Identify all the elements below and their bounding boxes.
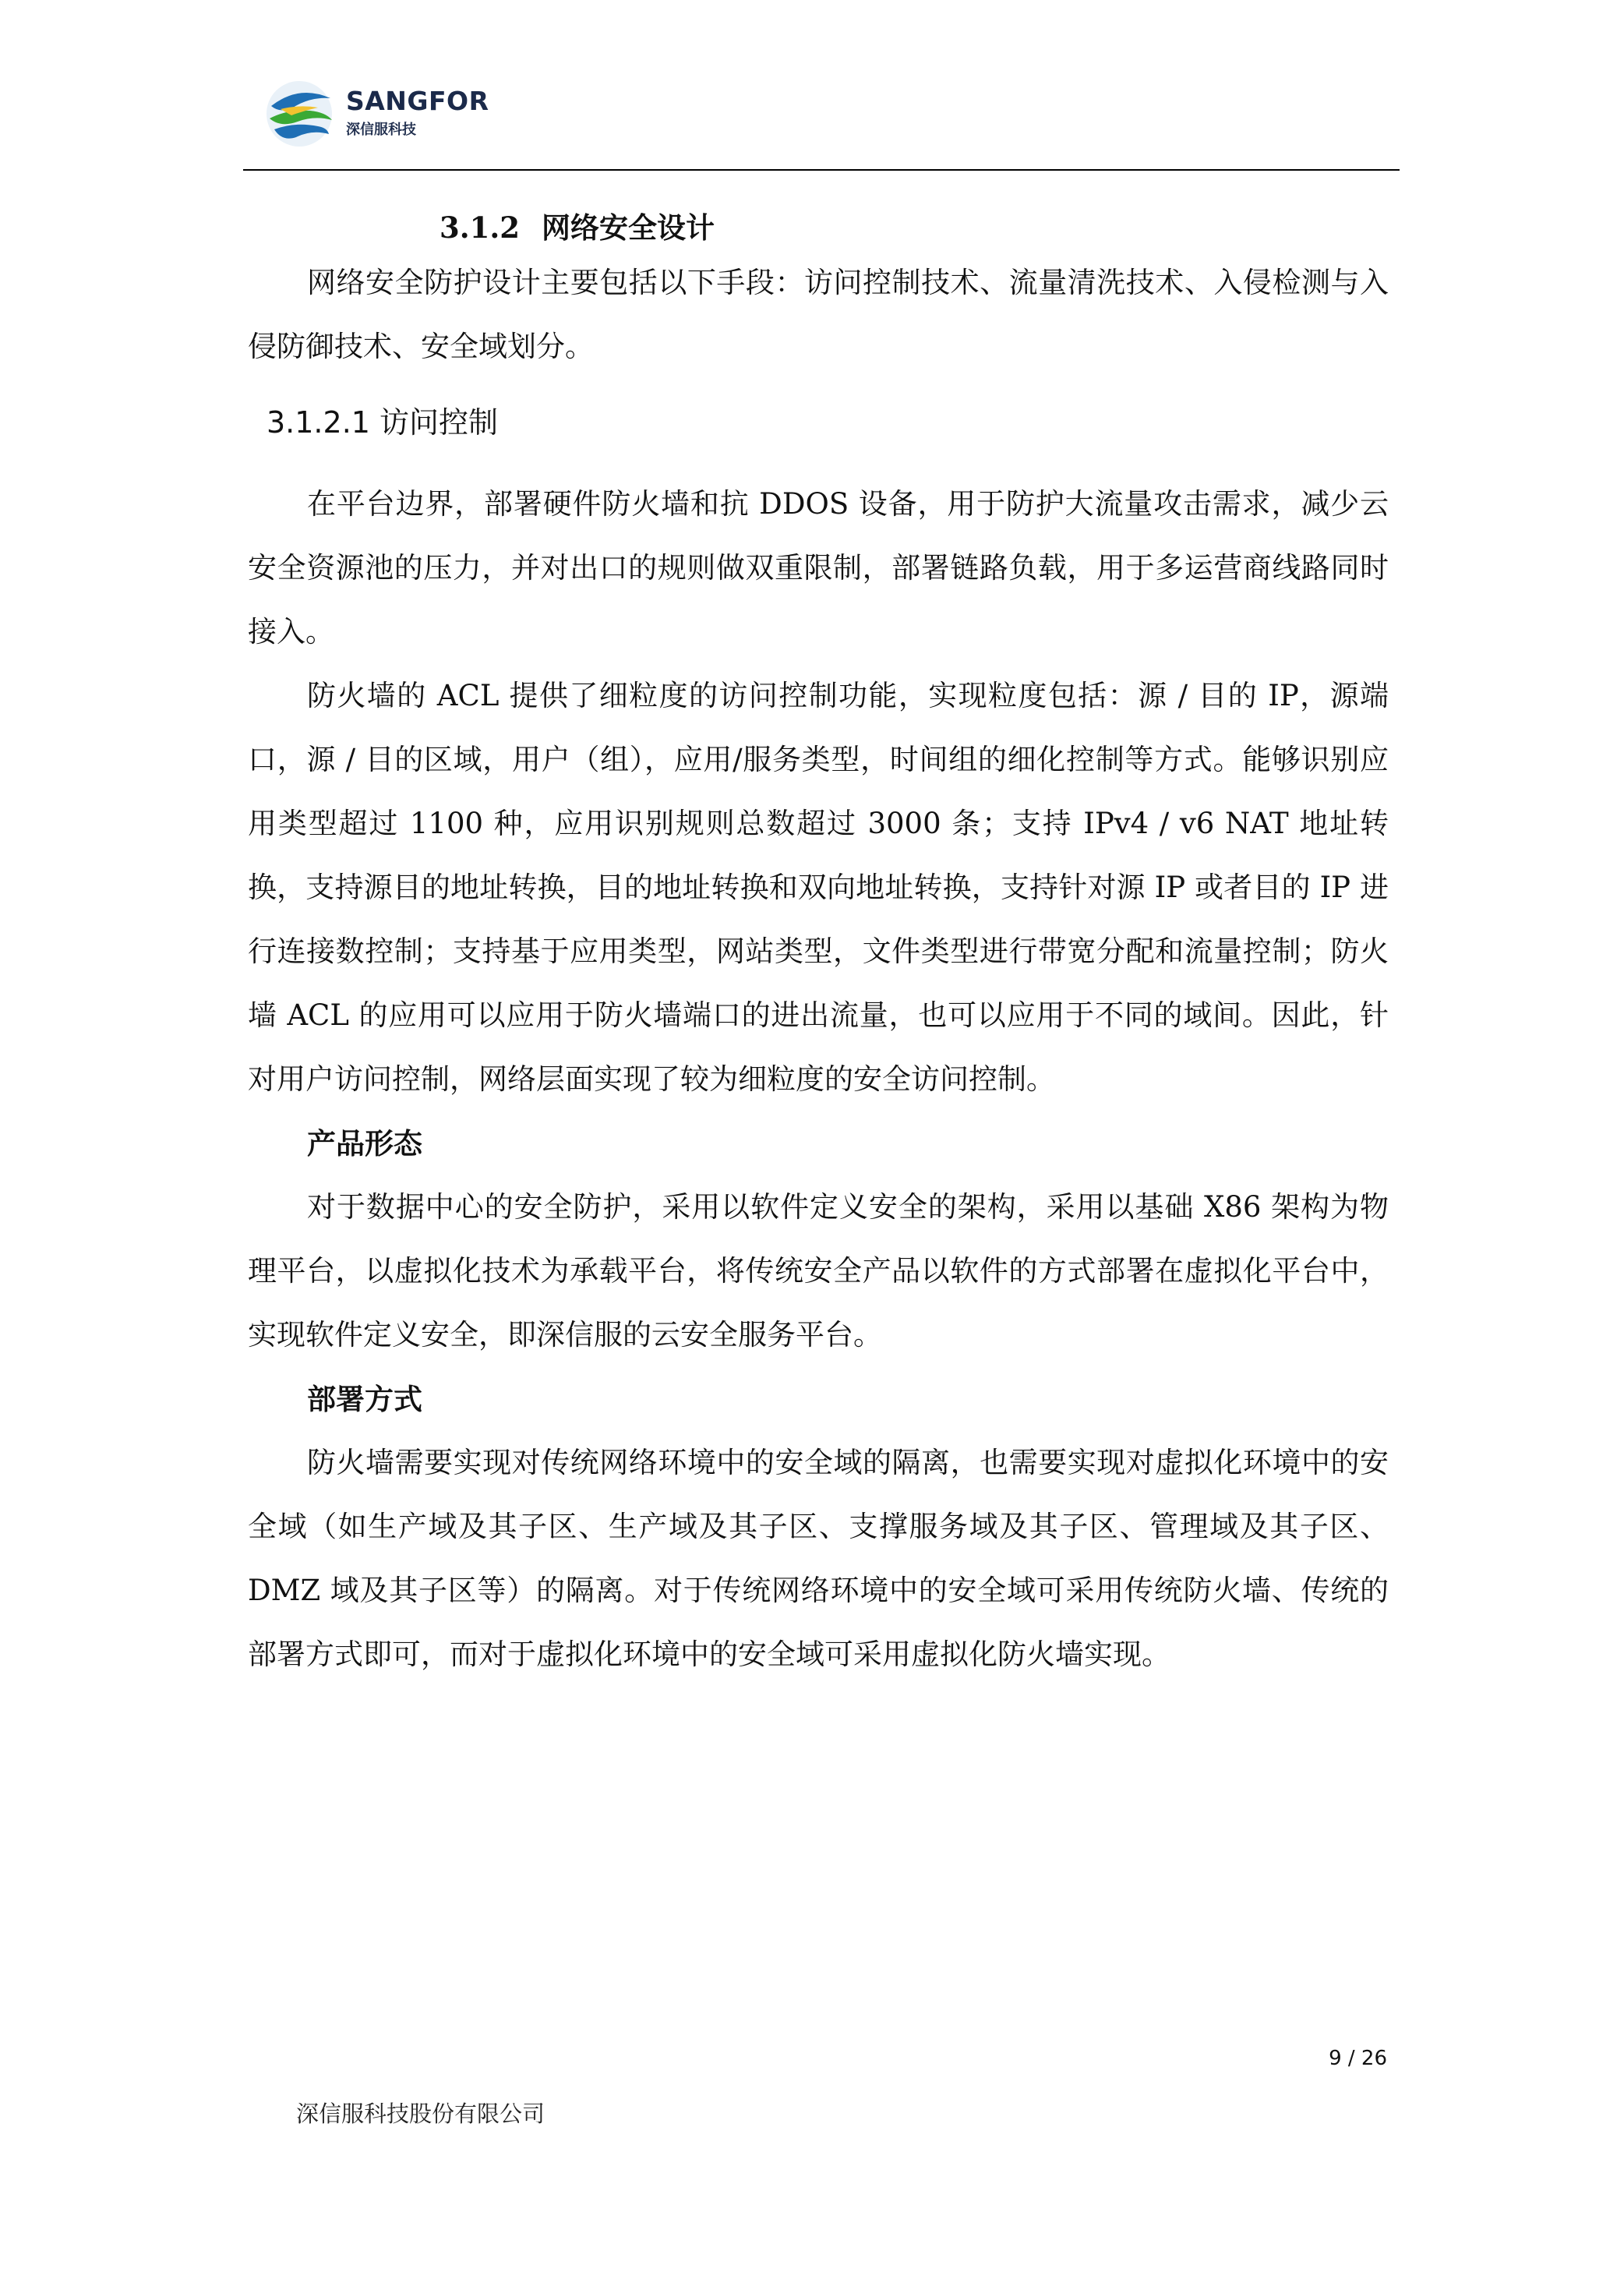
page-content [248,204,1389,1687]
section-number: 3.1.2 [440,210,520,245]
deployment-heading: 部署方式 [307,1382,422,1416]
body-paragraph: 在平台边界，部署硬件防火墙和抗 DDOS 设备，用于防护大流量攻击需求，减少云安全资源池的压力，并对出口的规则做双重限制，部署链路负载，用于多运营商线路同时接入。 [248,487,1389,648]
deployment-paragraph: 防火墙需要实现对传统网络环境中的安全域的隔离，也需要实现对虚拟化环境中的安全域（如生产域及其子区、生产域及其子区、支撑服务域及其子区、管理域及其子区、DMZ 域及其子区等）的隔离。对于传统网络环境中的安全域可采用传统防火墙、传统的部署方式即可，而对于虚拟化环境中的安全域可采用虚拟化防火墙实现。 [248,1446,1389,1671]
section-heading [248,204,1389,251]
brand-subtitle: 深信服科技 [346,122,416,138]
product-form-heading: 产品形态 [307,1126,422,1161]
subsection-heading: 3.1.2.1 访问控制 [267,405,499,440]
header-rule [243,169,1400,171]
page-number: 9 / 26 [1329,2047,1387,2070]
footer-company: 深信服科技股份有限公司 [296,2101,545,2127]
product-form-paragraph: 对于数据中心的安全防护，采用以软件定义安全的架构，采用以基础 X86 架构为物理平台，以虚拟化技术为承载平台，将传统安全产品以软件的方式部署在虚拟化平台中，实现软件定义安全，即深信服的云安全服务平台。 [248,1190,1389,1352]
sangfor-logo-icon [263,75,338,153]
section-title: 网络安全设计 [542,210,715,245]
intro-paragraph: 网络安全防护设计主要包括以下手段：访问控制技术、流量清洗技术、入侵检测与入侵防御技术、安全域划分。 [248,266,1389,363]
brand-name: SANGFOR [346,86,489,116]
body-paragraph: 防火墙的 ACL 提供了细粒度的访问控制功能，实现粒度包括：源 / 目的 IP，源端口，源 / 目的区域，用户（组），应用/服务类型，时间组的细化控制等方式。能够识别应用类型超过 1100 种，应用识别规则总数超过 3000 条；支持 IPv4 / v6 NAT 地址转换，支持源目的地址转换，目的地址转换和双向地址转换，支持针对源 IP 或者目的 IP 进行连接数控制；支持基于应用类型，网站类型，文件类型进行带宽分配和流量控制；防火墙 ACL 的应用可以应用于防火墙端口的进出流量，也可以应用于不同的域间。因此，针对用户访问控制，网络层面实现了较为细粒度的安全访问控制。 [248,679,1389,1096]
sangfor-logo [263,75,521,153]
